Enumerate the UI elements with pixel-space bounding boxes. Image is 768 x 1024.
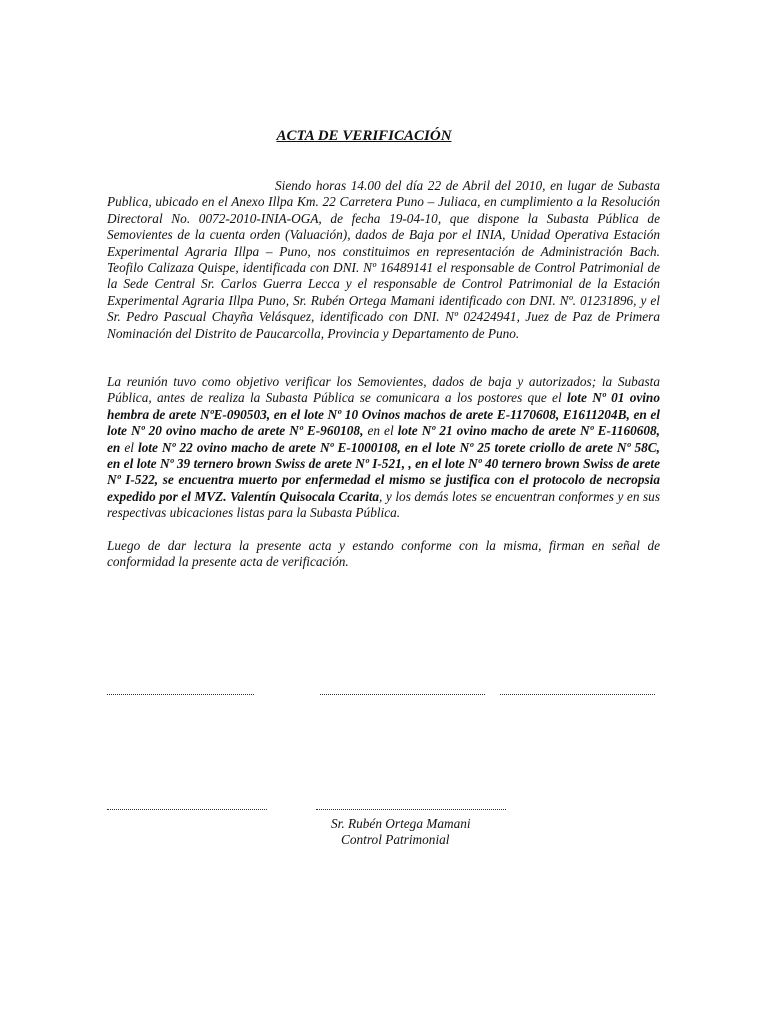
lot-list-part-3: lote Nº 22 ovino macho de arete Nº E-1000108, en el lote Nº 25 torete criollo de arete Nº 58C, en el lote Nº 39 ternero brown Swiss de arete Nº I-521, , en el lote Nº 40 ternero brown Swiss de arete Nº I-522, se encuentra muerto por enfermedad el mismo se justifica con el protocolo de necropsia expedido por el MVZ. Valentín Quisocala Ccarita [107, 439, 660, 504]
signatory-role: Control Patrimonial [341, 832, 450, 847]
signature-line-5 [316, 809, 506, 810]
objective-intro-text: La reunión tuvo como objetivo verificar los Semovientes, dados de baja y autorizados; la Subasta Pública, antes de realiza la Subasta Pública se comunicara a los postores que el [107, 374, 660, 406]
signatory-name: Sr. Rubén Ortega Mamani [331, 816, 471, 831]
paragraph-objective [107, 374, 660, 522]
signature-line-2 [320, 694, 485, 695]
lot-connector-1: en el [363, 423, 398, 439]
signature-line-1 [107, 694, 254, 695]
signature-line-3 [500, 694, 655, 695]
lot-connector-2: el [120, 439, 138, 455]
signature-line-4 [107, 809, 267, 810]
objective-closing-text: , y los demás lotes se encuentran conformes y en sus respectivas ubicaciones listas para la Subasta Pública. [107, 488, 660, 521]
paragraph-opening: Siendo horas 14.00 del día 22 de Abril del 2010, en lugar de Subasta Publica, ubicado en el Anexo Illpa Km. 22 Carretera Puno – Juliaca, en cumplimiento a la Resolución Directoral No. 0072-2010-INIA-OGA, de fecha 19-04-10, que dispone la Subasta Pública de Semovientes de la cuenta orden (Valuación), dados de Baja por el INIA, Unidad Operativa Estación Experimental Agraria Illpa – Puno, nos constituimos en representación de Administración Bach. Teofilo Calizaza Quispe, identificada con DNI. Nº 16489141 el responsable de Control Patrimonial de la Sede Central Sr. Carlos Guerra Lecca y el responsable de Control Patrimonial de la Estación Experimental Agraria Illpa Puno, Sr. Rubén Ortega Mamani identificado con DNI. Nº. 01231896, y el Sr. Pedro Pascual Chayña Velásquez, identificado con DNI. Nº 02424941, Juez de Paz de Primera Nominación del Distrito de Paucarcolla, Provincia y Departamento de Puno. [107, 178, 660, 341]
lot-list-part-2: lote Nº 21 ovino macho de arete Nº E-1160608, en [107, 423, 661, 455]
document-title: ACTA DE VERIFICACIÓN [276, 128, 452, 144]
lot-list-part-1: lote Nº 01 ovino hembra de arete NºE-090503, en el lote Nº 10 Ovinos machos de arete E-1170608, E1611204B, en el lote Nº 20 ovino macho de arete Nº E-960108, [107, 390, 660, 439]
paragraph-conclusion: Luego de dar lectura la presente acta y estando conforme con la misma, firman en señal de conformidad la presente acta de verificación. [107, 538, 660, 570]
